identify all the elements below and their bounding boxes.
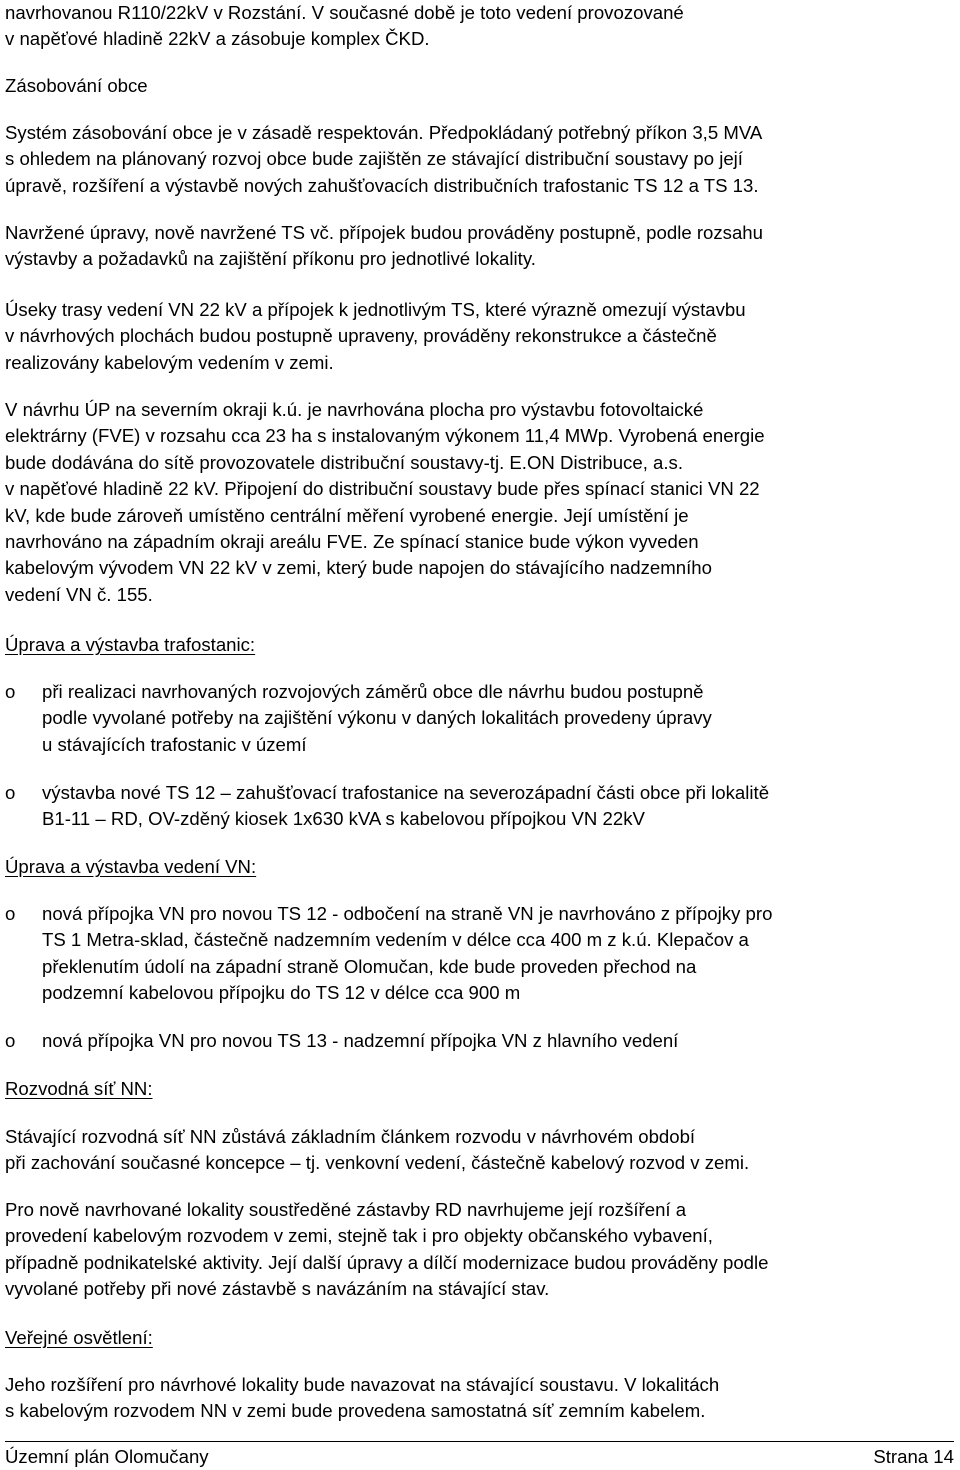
text-line: překlenutím údolí na západní straně Olomučan, kde bude proveden přechod na <box>42 955 697 977</box>
zasobovani-paragraph-1 <box>5 120 957 199</box>
osvetleni-paragraph-1 <box>5 1372 957 1425</box>
section-heading-nn <box>5 1076 957 1102</box>
text-line: Pro nově navrhované lokality soustředěné zástavby RD navrhujeme její rozšíření a <box>5 1199 687 1220</box>
text-line: podzemní kabelovou přípojku do TS 12 v délce cca 900 m <box>42 982 521 1004</box>
nn-paragraph-2 <box>5 1197 957 1303</box>
text-line: TS 1 Metra-sklad, částečně nadzemním vedením v délce cca 400 m z k.ú. Klepačov a <box>42 929 749 951</box>
zasobovani-paragraph-3 <box>5 297 957 376</box>
heading-text: Veřejné osvětlení: <box>5 1327 153 1348</box>
text-line: s ohledem na plánovaný rozvoj obce bude zajištěn ze stávající distribuční soustavy po její <box>5 148 743 170</box>
text-line: Systém zásobování obce je v zásadě respektován. Předpokládaný potřebný příkon 3,5 MVA <box>5 122 763 143</box>
section-heading-trafostanice <box>5 632 957 658</box>
heading-text: Úprava a výstavba vedení VN: <box>5 856 257 877</box>
text-line: Úseky trasy vedení VN 22 kV a přípojek k jednotlivým TS, které výrazně omezují výstavbu <box>5 299 746 320</box>
text-line: kabelovým vývodem VN 22 kV v zemi, který bude napojen do stávajícího nadzemního <box>5 557 712 579</box>
zasobovani-paragraph-2 <box>5 220 957 273</box>
text-line: bude dodávána do sítě provozovatele distribuční soustavy-tj. E.ON Distribuce, a.s. <box>5 451 683 473</box>
text-line: v návrhových plochách budou postupně upraveny, prováděny rekonstrukce a částečně <box>5 325 717 347</box>
text-line: elektrárny (FVE) v rozsahu cca 23 ha s instalovaným výkonem 11,4 MWp. Vyrobená energie <box>5 425 765 447</box>
text-line: podle vyvolané potřeby na zajištění výkonu v daných lokalitách provedeny úpravy <box>42 707 712 729</box>
text-line: nová přípojka VN pro novou TS 13 - nadzemní přípojka VN z hlavního vedení <box>42 1030 679 1051</box>
text-line: realizovány kabelovým vedením v zemi. <box>5 351 334 373</box>
footer-page-number: Strana 14 <box>873 1446 954 1467</box>
text-line: V návrhu ÚP na severním okraji k.ú. je navrhována plocha pro výstavbu fotovoltaické <box>5 399 704 420</box>
text-line: nová přípojka VN pro novou TS 12 - odbočení na straně VN je navrhováno z přípojky pro <box>42 903 773 924</box>
zasobovani-paragraph-4 <box>5 397 957 608</box>
text-line: při zachování současné koncepce – tj. venkovní vedení, částečně kabelový rozvod v zemi. <box>5 1152 750 1174</box>
heading-text: Rozvodná síť NN: <box>5 1078 153 1099</box>
text-line: provedení kabelovým rozvodem v zemi, stejně tak i pro objekty občanského vybavení, <box>5 1225 713 1247</box>
section-heading-vedeni <box>5 854 957 880</box>
text-line: u stávajících trafostanic v území <box>42 733 307 755</box>
heading-text: Zásobování obce <box>5 75 148 96</box>
bullet-marker: o <box>5 782 16 803</box>
text-line: Jeho rozšíření pro návrhové lokality bude navazovat na stávající soustavu. V lokalitách <box>5 1374 720 1395</box>
section-heading-zasobovani <box>5 73 957 99</box>
bullet-marker: o <box>5 1030 16 1051</box>
text-line: vyvolané potřeby při nové zástavbě s navázáním na stávající stav. <box>5 1278 550 1300</box>
heading-text: Úprava a výstavba trafostanic: <box>5 634 256 655</box>
text-line: kV, kde bude zároveň umístěno centrální měření vyrobené energie. Její umístění je <box>5 504 689 526</box>
text-line: výstavby a požadavků na zajištění příkonu pro jednotlivé lokality. <box>5 248 536 270</box>
text-line: případně podnikatelské aktivity. Její další úpravy a dílčí modernizace budou prováděny podle <box>5 1251 769 1273</box>
text-line: navrhovanou R110/22kV v Rozstání. V současné době je toto vedení provozované <box>5 2 684 23</box>
text-line: Stávající rozvodná síť NN zůstává základním článkem rozvodu v návrhovém období <box>5 1126 696 1147</box>
bullet-marker: o <box>5 903 16 924</box>
section-heading-osvetleni <box>5 1325 957 1351</box>
text-line: Navržené úpravy, nově navržené TS vč. přípojek budou prováděny postupně, podle rozsahu <box>5 222 763 243</box>
text-line: úpravě, rozšíření a výstavbě nových zahušťovacích distribučních trafostanic TS 12 a TS 13. <box>5 174 759 196</box>
text-line: výstavba nové TS 12 – zahušťovací trafostanice na severozápadní části obce při lokalitě <box>42 782 770 803</box>
text-line: s kabelovým rozvodem NN v zemi bude provedena samostatná síť zemním kabelem. <box>5 1400 706 1422</box>
bullet-marker: o <box>5 681 16 702</box>
text-line: v napěťové hladině 22kV a zásobuje komplex ČKD. <box>5 28 430 50</box>
text-line: B1-11 – RD, OV-zděný kiosek 1x630 kVA s kabelovou přípojkou VN 22kV <box>42 808 645 830</box>
footer-document-title: Územní plán Olomučany <box>5 1446 209 1467</box>
text-line: navrhováno na západním okraji areálu FVE. Ze spínací stanice bude výkon vyveden <box>5 531 699 553</box>
text-line: při realizaci navrhovaných rozvojových záměrů obce dle návrhu budou postupně <box>42 681 704 702</box>
nn-paragraph-1 <box>5 1124 957 1177</box>
text-line: v napěťové hladině 22 kV. Připojení do distribuční soustavy bude přes spínací stanici VN 22 <box>5 478 760 500</box>
page-footer <box>5 1441 954 1469</box>
intro-paragraph <box>5 0 957 53</box>
text-line: vedení VN č. 155. <box>5 583 153 605</box>
